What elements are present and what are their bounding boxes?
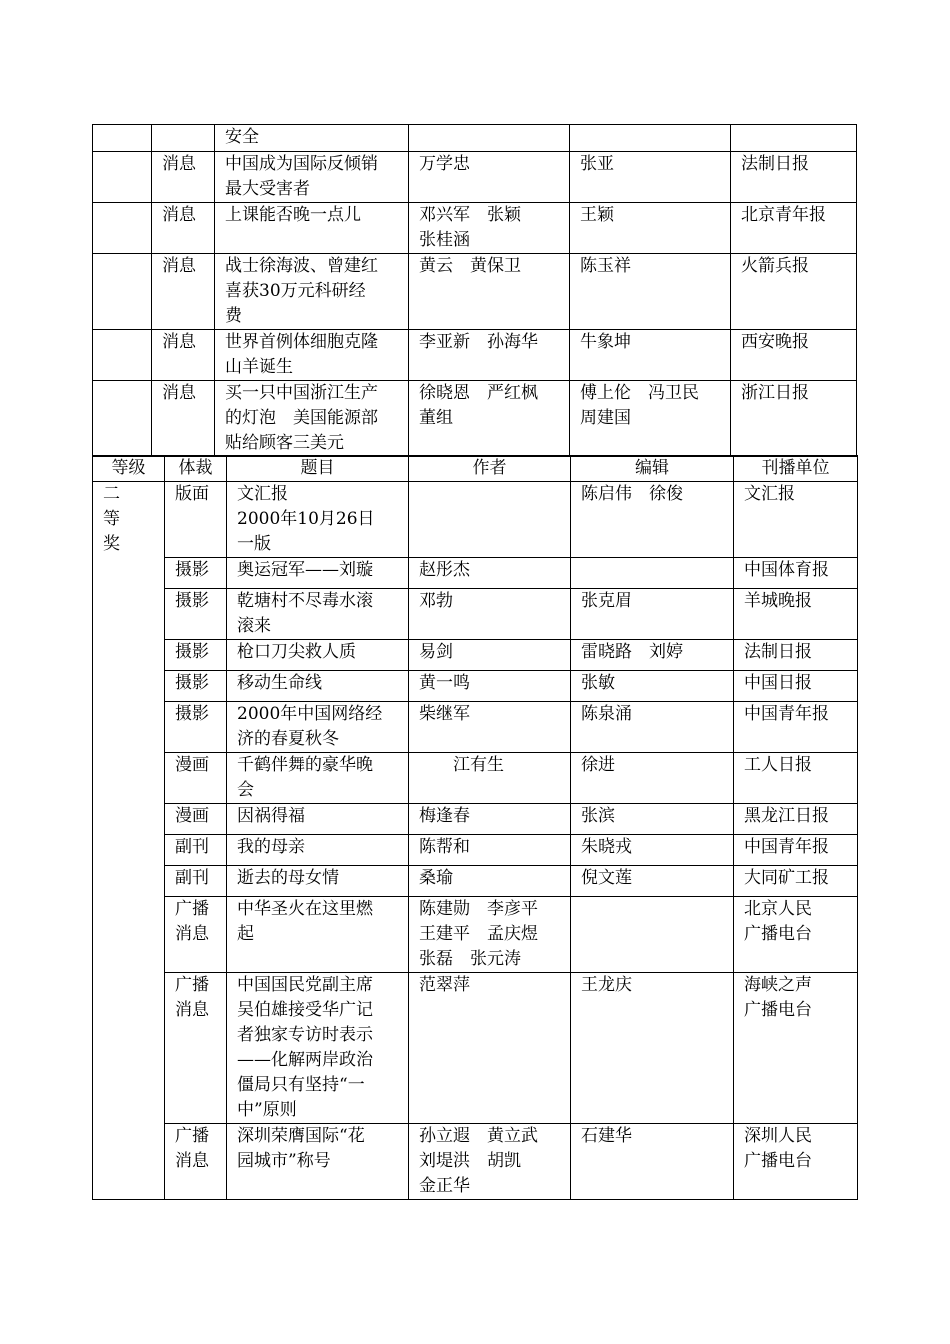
editor-cell: 王龙庆 [571, 973, 734, 1124]
level-cell [93, 330, 152, 381]
genre-cell: 摄影 [165, 671, 227, 702]
publisher-cell: 中国青年报 [734, 835, 858, 866]
author-cell: 赵彤杰 [409, 558, 571, 589]
editor-cell: 王颖 [570, 203, 731, 254]
table-row [93, 1124, 858, 1200]
title-cell: 安全 [215, 125, 409, 152]
second-prize-table [92, 455, 858, 1200]
genre-cell: 消息 [152, 254, 215, 330]
genre-cell: 消息 [152, 203, 215, 254]
publisher-cell: 北京人民 广播电台 [734, 897, 858, 973]
editor-cell: 张敏 [571, 671, 734, 702]
publisher-cell: 工人日报 [734, 753, 858, 804]
title-cell: 文汇报 2000年10月26日 一版 [227, 482, 409, 558]
editor-cell: 陈启伟 徐俊 [571, 482, 734, 558]
author-cell: 李亚新 孙海华 [409, 330, 570, 381]
author-cell: 孙立遐 黄立武 刘堤洪 胡凯 金正华 [409, 1124, 571, 1200]
table-row [93, 702, 858, 753]
editor-cell: 张克眉 [571, 589, 734, 640]
author-cell: 陈帮和 [409, 835, 571, 866]
title-cell: 枪口刀尖救人质 [227, 640, 409, 671]
table-row [93, 203, 857, 254]
title-cell: 我的母亲 [227, 835, 409, 866]
genre-cell: 广播 消息 [165, 1124, 227, 1200]
genre-cell: 副刊 [165, 835, 227, 866]
level-cell [93, 381, 152, 457]
table-row [93, 753, 858, 804]
publisher-cell: 浙江日报 [731, 381, 857, 457]
editor-cell: 张亚 [570, 152, 731, 203]
header-title: 题目 [227, 456, 409, 482]
author-cell: 陈建勋 李彦平 王建平 孟庆煜 张磊 张元涛 [409, 897, 571, 973]
table-row [93, 589, 858, 640]
publisher-cell: 法制日报 [731, 152, 857, 203]
editor-cell: 牛象坤 [570, 330, 731, 381]
editor-cell: 石建华 [571, 1124, 734, 1200]
table-row [93, 897, 858, 973]
table-row [93, 254, 857, 330]
header-genre: 体裁 [165, 456, 227, 482]
publisher-cell: 中国体育报 [734, 558, 858, 589]
table-row [93, 640, 858, 671]
title-cell: 因祸得福 [227, 804, 409, 835]
title-cell: 移动生命线 [227, 671, 409, 702]
title-cell: 中国国民党副主席 吴伯雄接受华广记 者独家专访时表示 ——化解两岸政治 僵局只有坚持“一 中”原则 [227, 973, 409, 1124]
level-cell [93, 152, 152, 203]
publisher-cell: 西安晚报 [731, 330, 857, 381]
genre-cell [152, 125, 215, 152]
publisher-cell: 深圳人民 广播电台 [734, 1124, 858, 1200]
table-row [93, 671, 858, 702]
publisher-cell: 中国青年报 [734, 702, 858, 753]
publisher-cell [731, 125, 857, 152]
author-cell: 徐晓恩 严红枫 董组 [409, 381, 570, 457]
title-cell: 世界首例体细胞克隆 山羊诞生 [215, 330, 409, 381]
header-author: 作者 [409, 456, 571, 482]
editor-cell: 徐进 [571, 753, 734, 804]
table-row [93, 330, 857, 381]
genre-cell: 广播 消息 [165, 973, 227, 1124]
genre-cell: 摄影 [165, 702, 227, 753]
editor-cell: 雷晓路 刘婷 [571, 640, 734, 671]
publisher-cell: 海峡之声 广播电台 [734, 973, 858, 1124]
genre-cell: 消息 [152, 152, 215, 203]
publisher-cell: 文汇报 [734, 482, 858, 558]
publisher-cell: 黑龙江日报 [734, 804, 858, 835]
author-cell: 万学忠 [409, 152, 570, 203]
title-cell: 奥运冠军——刘璇 [227, 558, 409, 589]
publisher-cell: 火箭兵报 [731, 254, 857, 330]
publisher-cell: 法制日报 [734, 640, 858, 671]
table-row [93, 866, 858, 897]
publisher-cell: 羊城晚报 [734, 589, 858, 640]
editor-cell: 朱晓戎 [571, 835, 734, 866]
genre-cell: 摄影 [165, 558, 227, 589]
editor-cell: 张滨 [571, 804, 734, 835]
table-row [93, 152, 857, 203]
table-row [93, 804, 858, 835]
title-cell: 中国成为国际反倾销 最大受害者 [215, 152, 409, 203]
level-cell [93, 203, 152, 254]
genre-cell: 版面 [165, 482, 227, 558]
level-cell [93, 125, 152, 152]
author-cell: 柴继军 [409, 702, 571, 753]
awards-table-continued [92, 124, 857, 457]
header-row [93, 456, 858, 482]
title-cell: 深圳荣膺国际“花 园城市”称号 [227, 1124, 409, 1200]
genre-cell: 漫画 [165, 753, 227, 804]
level-cell [93, 254, 152, 330]
editor-cell: 陈泉涌 [571, 702, 734, 753]
author-cell [409, 125, 570, 152]
author-cell: 黄云 黄保卫 [409, 254, 570, 330]
author-cell: 易剑 [409, 640, 571, 671]
table-row [93, 973, 858, 1124]
genre-cell: 消息 [152, 381, 215, 457]
title-cell: 乾塘村不尽毒水滚 滚来 [227, 589, 409, 640]
genre-cell: 摄影 [165, 640, 227, 671]
publisher-cell: 北京青年报 [731, 203, 857, 254]
table-row [93, 482, 858, 558]
title-cell: 逝去的母女情 [227, 866, 409, 897]
publisher-cell: 大同矿工报 [734, 866, 858, 897]
author-cell: 桑瑜 [409, 866, 571, 897]
author-cell: 范翠萍 [409, 973, 571, 1124]
header-editor: 编辑 [571, 456, 734, 482]
title-cell: 买一只中国浙江生产 的灯泡 美国能源部 贴给顾客三美元 [215, 381, 409, 457]
editor-cell [570, 125, 731, 152]
title-cell: 千鹤伴舞的豪华晚 会 [227, 753, 409, 804]
table-row [93, 381, 857, 457]
genre-cell: 摄影 [165, 589, 227, 640]
editor-cell: 陈玉祥 [570, 254, 731, 330]
table-row [93, 835, 858, 866]
genre-cell: 广播 消息 [165, 897, 227, 973]
title-cell: 上课能否晚一点儿 [215, 203, 409, 254]
genre-cell: 消息 [152, 330, 215, 381]
title-cell: 2000年中国网络经 济的春夏秋冬 [227, 702, 409, 753]
prize-level-cell [93, 482, 165, 1200]
header-level: 等级 [93, 456, 165, 482]
author-cell [409, 482, 571, 558]
prize-level-label: 二等奖 [103, 484, 120, 554]
author-cell: 邓兴军 张颖 张桂涵 [409, 203, 570, 254]
editor-cell [571, 897, 734, 973]
author-cell: 邓勃 [409, 589, 571, 640]
genre-cell: 漫画 [165, 804, 227, 835]
header-publisher: 刊播单位 [734, 456, 858, 482]
editor-cell [571, 558, 734, 589]
author-cell: 梅逢春 [409, 804, 571, 835]
editor-cell: 倪文莲 [571, 866, 734, 897]
author-cell: 黄一鸣 [409, 671, 571, 702]
editor-cell: 傅上伦 冯卫民 周建国 [570, 381, 731, 457]
table-row [93, 125, 857, 152]
genre-cell: 副刊 [165, 866, 227, 897]
author-cell: 江有生 [409, 753, 571, 804]
title-cell: 中华圣火在这里燃 起 [227, 897, 409, 973]
table-row [93, 558, 858, 589]
publisher-cell: 中国日报 [734, 671, 858, 702]
title-cell: 战士徐海波、曾建红 喜获30万元科研经 费 [215, 254, 409, 330]
